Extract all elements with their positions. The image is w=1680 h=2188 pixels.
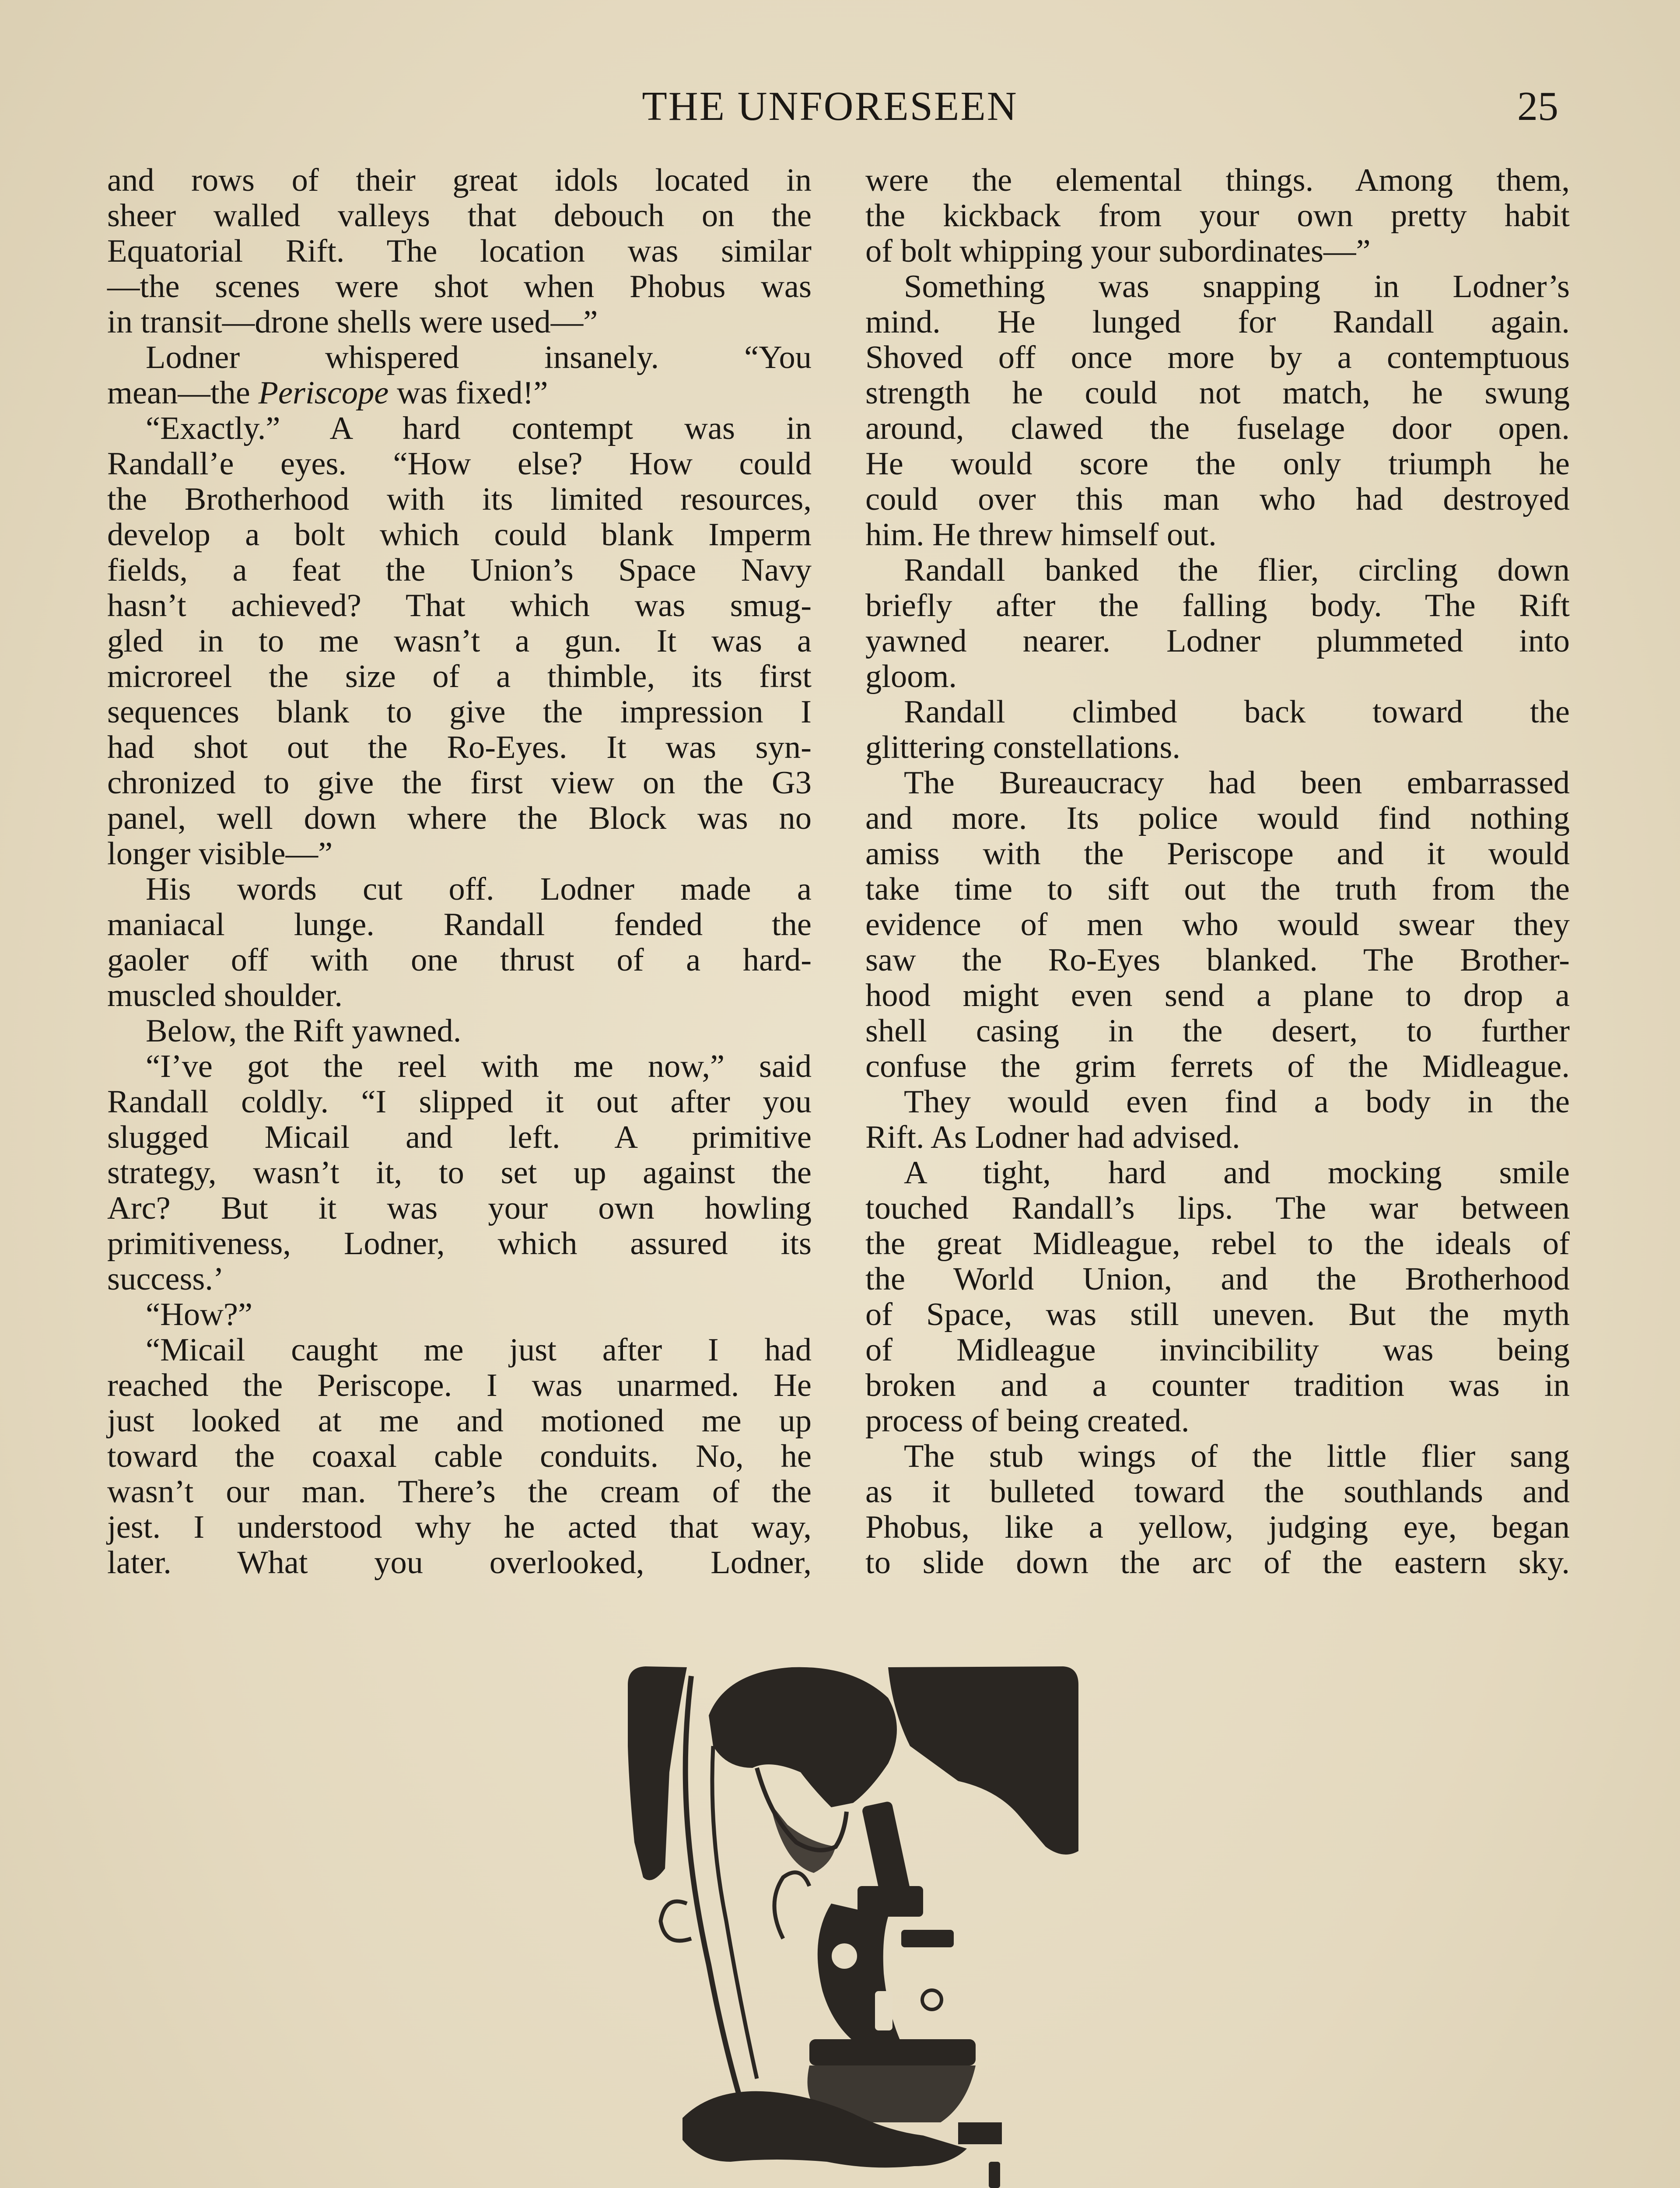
text-line: Randall’e eyes. “How else? How could <box>107 446 812 482</box>
text-line: him. He threw himself out. <box>865 517 1217 553</box>
text-line: briefly after the falling body. The Rift <box>865 588 1570 624</box>
scientist-head <box>709 1667 897 1807</box>
text-line: “Micail caught me just after I had <box>146 1332 812 1368</box>
text-line: sheer walled valleys that debouch on the <box>107 198 812 234</box>
text-fragment: was fixed!” <box>388 375 548 411</box>
text-line: The stub wings of the little flier sang <box>904 1438 1570 1474</box>
text-line: the Brotherhood with its limited resources, <box>107 481 812 517</box>
text-fragment: mean—the <box>107 375 259 411</box>
text-line: —the scenes were shot when Phobus was <box>107 269 812 305</box>
text-line: confuse the grim ferrets of the Midleague. <box>865 1048 1570 1084</box>
scientist-microscope-illustration <box>626 1659 1081 2188</box>
text-line: could over this man who had destroyed <box>865 481 1570 517</box>
text-line: and rows of their great idols located in <box>107 162 812 198</box>
text-line: yawned nearer. Lodner plummeted into <box>865 623 1570 659</box>
text-line: Below, the Rift yawned. <box>146 1013 462 1049</box>
text-line: of Midleague invincibility was being <box>865 1332 1570 1368</box>
text-line: gaoler off with one thrust of a hard- <box>107 942 812 978</box>
text-line: primitiveness, Lodner, which assured its <box>107 1226 812 1262</box>
text-line: broken and a counter tradition was in <box>865 1368 1570 1403</box>
text-line: gled in to me wasn’t a gun. It was a <box>107 623 812 659</box>
text-line: sequences blank to give the impression I <box>107 694 812 730</box>
running-header <box>102 82 1558 130</box>
text-line <box>107 375 812 411</box>
text-line: muscled shoulder. <box>107 978 343 1013</box>
text-line: had shot out the Ro-Eyes. It was syn- <box>107 729 812 765</box>
text-line: wasn’t our man. There’s the cream of the <box>107 1474 812 1510</box>
text-line: amiss with the Periscope and it would <box>865 836 1570 872</box>
text-line: as it bulleted toward the southlands and <box>865 1474 1570 1510</box>
text-line: “Exactly.” A hard contempt was in <box>146 410 812 446</box>
text-line: of Space, was still uneven. But the myth <box>865 1297 1570 1332</box>
text-line: the World Union, and the Brotherhood <box>865 1261 1570 1297</box>
text-line: of bolt whipping your subordinates—” <box>865 233 1371 269</box>
text-line: longer visible—” <box>107 836 333 872</box>
text-line: gloom. <box>865 659 957 694</box>
left-text-column <box>107 163 812 1581</box>
text-line: The Bureaucracy had been embarrassed <box>904 765 1570 801</box>
text-line: Randall climbed back toward the <box>904 694 1570 730</box>
text-line: Randall coldly. “I slipped it out after you <box>107 1084 812 1120</box>
text-line: touched Randall’s lips. The war between <box>865 1190 1570 1226</box>
text-line: chronized to give the first view on the G3 <box>107 765 812 801</box>
text-line: in transit—drone shells were used—” <box>107 304 598 340</box>
text-line: panel, well down where the Block was no <box>107 800 812 836</box>
text-line: were the elemental things. Among them, <box>865 162 1570 198</box>
text-line: slugged Micail and left. A primitive <box>107 1119 812 1155</box>
text-line: Equatorial Rift. The location was similar <box>107 233 812 269</box>
text-line: microreel the size of a thimble, its first <box>107 659 812 694</box>
text-line: “How?” <box>146 1297 253 1332</box>
text-line: They would even find a body in the <box>904 1084 1570 1120</box>
text-line: He would score the only triumph he <box>865 446 1570 482</box>
text-line: and more. Its police would find nothing <box>865 800 1570 836</box>
text-line: the great Midleague, rebel to the ideals of <box>865 1226 1570 1262</box>
text-line: take time to sift out the truth from the <box>865 871 1570 907</box>
text-line: saw the Ro-Eyes blanked. The Brother- <box>865 942 1570 978</box>
running-title: THE UNFORESEEN <box>642 84 1018 129</box>
text-line: shell casing in the desert, to further <box>865 1013 1570 1049</box>
text-line: fields, a feat the Union’s Space Navy <box>107 552 812 588</box>
text-line: jest. I understood why he acted that way, <box>107 1509 812 1545</box>
text-line: hasn’t achieved? That which was smug- <box>107 588 812 624</box>
text-line: His words cut off. Lodner made a <box>146 871 812 907</box>
text-line: mind. He lunged for Randall again. <box>865 304 1570 340</box>
text-line: develop a bolt which could blank Imperm <box>107 517 812 553</box>
text-line: hood might even send a plane to drop a <box>865 978 1570 1013</box>
text-line: A tight, hard and mocking smile <box>904 1155 1570 1191</box>
text-line: Shoved off once more by a contemptuous <box>865 340 1570 375</box>
page-number: 25 <box>1517 84 1558 129</box>
text-line: Rift. As Lodner had advised. <box>865 1119 1240 1155</box>
text-line: reached the Periscope. I was unarmed. He <box>107 1368 812 1403</box>
text-line: strength he could not match, he swung <box>865 375 1570 411</box>
text-line: “I’ve got the reel with me now,” said <box>146 1048 812 1084</box>
text-line: Phobus, like a yellow, judging eye, began <box>865 1509 1570 1545</box>
text-line: just looked at me and motioned me up <box>107 1403 812 1439</box>
text-line: Lodner whispered insanely. “You <box>146 340 812 375</box>
text-line: toward the coaxal cable conduits. No, he <box>107 1438 812 1474</box>
text-line: evidence of men who would swear they <box>865 907 1570 943</box>
right-text-column <box>865 163 1570 1581</box>
text-line: strategy, wasn’t it, to set up against the <box>107 1155 812 1191</box>
text-line: the kickback from your own pretty habit <box>865 198 1570 234</box>
italic-word: Periscope <box>258 375 389 411</box>
text-line: Randall banked the flier, circling down <box>904 552 1570 588</box>
text-line: to slide down the arc of the eastern sky. <box>865 1545 1570 1581</box>
text-line: process of being created. <box>865 1403 1190 1439</box>
text-line: Something was snapping in Lodner’s <box>904 269 1570 305</box>
illustration-backdrop <box>628 1666 687 1880</box>
text-line: maniacal lunge. Randall fended the <box>107 907 812 943</box>
text-line: later. What you overlooked, Lodner, <box>107 1545 812 1581</box>
text-line: glittering constellations. <box>865 729 1181 765</box>
text-line: success.’ <box>107 1261 224 1297</box>
text-line: Arc? But it was your own howling <box>107 1190 812 1226</box>
text-line: around, clawed the fuselage door open. <box>865 410 1570 446</box>
